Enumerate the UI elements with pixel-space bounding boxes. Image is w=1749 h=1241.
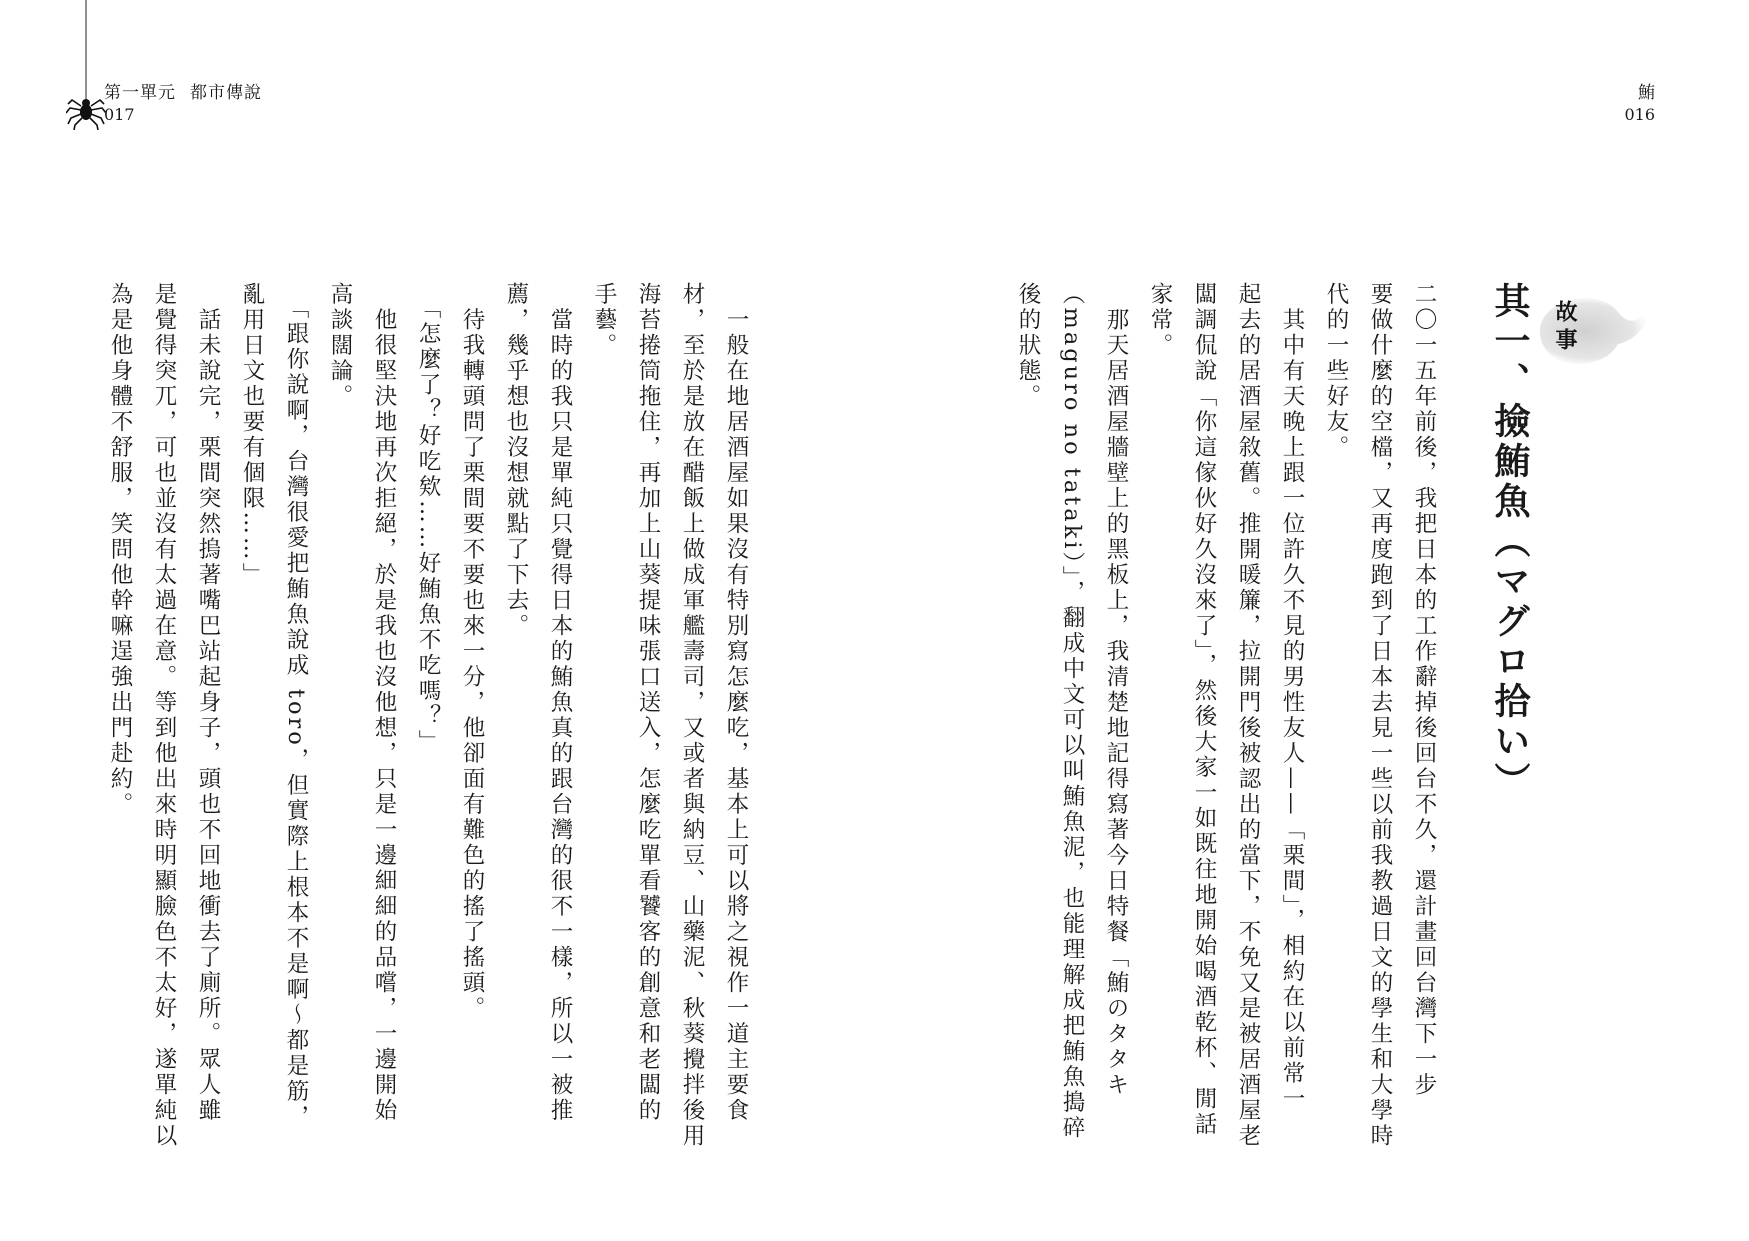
text-line: 當時的我只是單純只覺得日本的鮪魚真的跟台灣的很不一樣，所以一被推 xyxy=(547,282,573,1124)
text-line: 是覺得突兀，可也並沒有太過在意。等到他出來時明顯臉色不太好，遂單純以 xyxy=(151,282,177,1149)
text-line: 「跟你說啊，台灣很愛把鮪魚說成 toro，但實際上根本不是啊～都是筋， xyxy=(283,282,309,1131)
text-line: 為是他身體不舒服，笑問他幹嘛逞強出門赴約。 xyxy=(107,282,133,818)
text-line: 待我轉頭問了栗間要不要也來一分，他卻面有難色的搖了搖頭。 xyxy=(459,282,485,1022)
text-line: 「怎麼了？好吃欸……好鮪魚不吃嗎？」 xyxy=(415,282,441,756)
text-line: 海苔捲筒拖住，再加上山葵提味張口送入，怎麼吃單看饕客的創意和老闆的 xyxy=(635,282,661,1124)
page-number-right: 016 xyxy=(1624,105,1655,124)
text-line: 手藝。 xyxy=(591,282,617,359)
unit-title xyxy=(104,82,262,104)
running-header-left xyxy=(104,82,262,126)
text-line: 材，至於是放在醋飯上做成軍艦壽司，又或者與納豆、山藥泥、秋葵攪拌後用 xyxy=(679,282,705,1149)
text-line: 話未說完，栗間突然摀著嘴巴站起身子，頭也不回地衝去了廁所。眾人雖 xyxy=(195,282,221,1124)
text-line: 高談闊論。 xyxy=(327,282,353,410)
text-line: 要做什麼的空檔，又再度跑到了日本去見一些以前我教過日文的學生和大學時 xyxy=(1367,282,1393,1149)
text-line: （maguro no tataki）」，翻成中文可以叫鮪魚泥，也能理解成把鮪魚搗碎 xyxy=(1059,282,1085,1142)
left-page-body xyxy=(98,282,758,1149)
page-number-left: 017 xyxy=(104,105,135,124)
text-line: 他很堅決地再次拒絕，於是我也沒他想，只是一邊細細的品嚐，一邊開始 xyxy=(371,282,397,1124)
story-badge: 故事 xyxy=(1552,300,1578,356)
unit-label: 第一單元 xyxy=(104,83,176,103)
text-line: 一般在地居酒屋如果沒有特別寫怎麼吃，基本上可以將之視作一道主要食 xyxy=(723,282,749,1124)
text-line: 二〇一五年前後，我把日本的工作辭掉後回台不久，還計畫回台灣下一步 xyxy=(1411,282,1437,1098)
text-line: 亂用日文也要有個限……」 xyxy=(239,282,265,588)
text-line: 後的狀態。 xyxy=(1015,282,1041,410)
text-line: 薦，幾乎想也沒想就點了下去。 xyxy=(503,282,529,639)
text-line: 闆調侃說「你這傢伙好久沒來了」，然後大家一如既往地開始喝酒乾杯、閒話 xyxy=(1191,282,1217,1138)
text-line: 其中有天晚上跟一位許久不見的男性友人——「栗間」，相約在以前常一 xyxy=(1279,282,1305,1113)
spider-icon xyxy=(66,0,106,130)
section-label: 都市傳說 xyxy=(190,83,262,103)
right-page-body xyxy=(1006,282,1446,1149)
text-line: 那天居酒屋牆壁上的黑板上，我清楚地記得寫著今日特餐「鮪のタタキ xyxy=(1103,282,1129,1098)
text-line: 家常。 xyxy=(1147,282,1173,359)
text-line: 代的一些好友。 xyxy=(1323,282,1349,461)
text-line: 起去的居酒屋敘舊。推開暖簾，拉開門後被認出的當下，不免又是被居酒屋老 xyxy=(1235,282,1261,1149)
story-title: 其一、撿鮪魚（マグロ拾い） xyxy=(1489,282,1531,802)
chapter-title: 鮪 xyxy=(1638,83,1655,103)
running-header-right xyxy=(1624,82,1655,126)
